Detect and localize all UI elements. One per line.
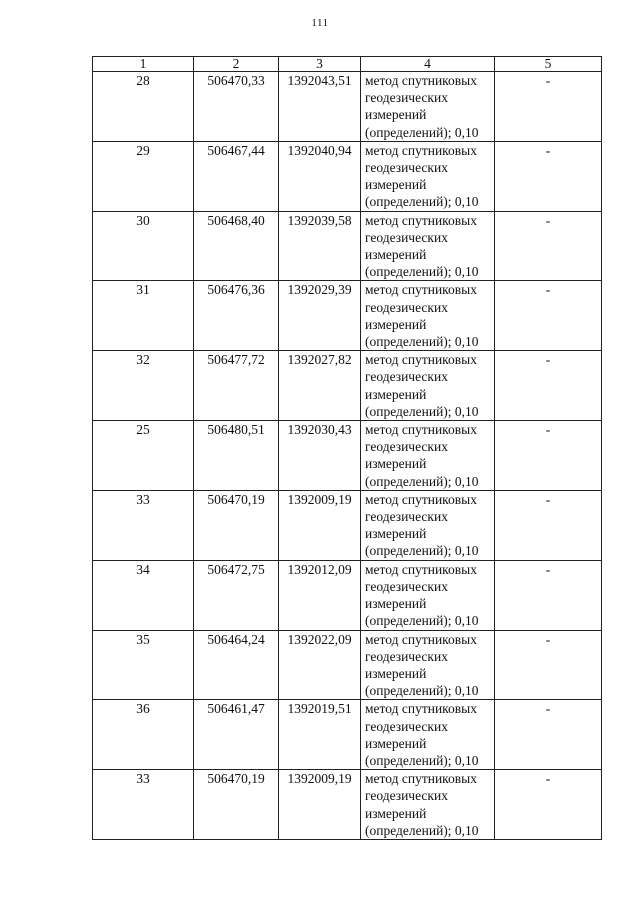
method-accuracy-cell xyxy=(361,211,495,281)
description-cell: - xyxy=(495,211,602,281)
method-line: (определений); 0,10 xyxy=(365,264,479,280)
method-line: измерений xyxy=(365,247,427,263)
coordinate-y-cell: 1392039,58 xyxy=(279,211,361,281)
coordinate-x-cell: 506464,24 xyxy=(194,630,279,700)
method-line: измерений xyxy=(365,596,427,612)
method-line: (определений); 0,10 xyxy=(365,194,479,210)
method-line: метод спутниковых xyxy=(365,352,477,368)
coordinate-x-cell: 506470,19 xyxy=(194,490,279,560)
method-line: измерений xyxy=(365,805,427,821)
method-line: геодезических xyxy=(365,160,448,176)
method-line: геодезических xyxy=(365,439,448,455)
method-line: измерений xyxy=(365,386,427,402)
method-line: геодезических xyxy=(365,578,448,594)
method-line: измерений xyxy=(365,456,427,472)
coordinate-x-cell: 506476,36 xyxy=(194,281,279,351)
coordinate-x-cell: 506480,51 xyxy=(194,421,279,491)
table-row xyxy=(93,141,602,211)
description-cell: - xyxy=(495,560,602,630)
coordinate-y-cell: 1392022,09 xyxy=(279,630,361,700)
method-line: метод спутниковых xyxy=(365,142,477,158)
description-cell: - xyxy=(495,141,602,211)
point-number-cell: 36 xyxy=(93,700,194,770)
coordinate-y-cell: 1392043,51 xyxy=(279,72,361,142)
point-number-cell: 34 xyxy=(93,560,194,630)
coordinate-x-cell: 506461,47 xyxy=(194,700,279,770)
point-number-cell: 30 xyxy=(93,211,194,281)
table-row xyxy=(93,560,602,630)
method-accuracy-cell xyxy=(361,560,495,630)
method-line: геодезических xyxy=(365,718,448,734)
method-line: метод спутниковых xyxy=(365,212,477,228)
method-line: геодезических xyxy=(365,90,448,106)
table-row xyxy=(93,490,602,560)
coordinate-y-cell: 1392040,94 xyxy=(279,141,361,211)
method-line: (определений); 0,10 xyxy=(365,334,479,350)
coordinate-x-cell: 506470,19 xyxy=(194,770,279,840)
method-line: геодезических xyxy=(365,509,448,525)
coordinate-x-cell: 506468,40 xyxy=(194,211,279,281)
table-row xyxy=(93,211,602,281)
header-col-1: 1 xyxy=(93,57,194,72)
method-line: (определений); 0,10 xyxy=(365,613,479,629)
description-cell: - xyxy=(495,421,602,491)
description-cell: - xyxy=(495,490,602,560)
method-line: метод спутниковых xyxy=(365,282,477,298)
method-line: метод спутниковых xyxy=(365,422,477,438)
coordinate-y-cell: 1392012,09 xyxy=(279,560,361,630)
description-cell: - xyxy=(495,281,602,351)
header-col-2: 2 xyxy=(194,57,279,72)
method-line: метод спутниковых xyxy=(365,631,477,647)
method-accuracy-cell xyxy=(361,351,495,421)
method-line: (определений); 0,10 xyxy=(365,473,479,489)
method-line: (определений); 0,10 xyxy=(365,124,479,140)
method-accuracy-cell xyxy=(361,490,495,560)
method-accuracy-cell xyxy=(361,141,495,211)
method-line: измерений xyxy=(365,177,427,193)
header-col-5: 5 xyxy=(495,57,602,72)
method-line: (определений); 0,10 xyxy=(365,543,479,559)
point-number-cell: 33 xyxy=(93,490,194,560)
method-accuracy-cell xyxy=(361,770,495,840)
point-number-cell: 33 xyxy=(93,770,194,840)
description-cell: - xyxy=(495,351,602,421)
method-line: измерений xyxy=(365,735,427,751)
coordinate-y-cell: 1392009,19 xyxy=(279,490,361,560)
header-row xyxy=(93,57,602,72)
table-row xyxy=(93,421,602,491)
description-cell: - xyxy=(495,700,602,770)
table-row xyxy=(93,281,602,351)
method-line: метод спутниковых xyxy=(365,771,477,787)
method-accuracy-cell xyxy=(361,72,495,142)
description-cell: - xyxy=(495,72,602,142)
method-line: (определений); 0,10 xyxy=(365,403,479,419)
header-col-3: 3 xyxy=(279,57,361,72)
method-line: геодезических xyxy=(365,299,448,315)
method-line: метод спутниковых xyxy=(365,73,477,88)
point-number-cell: 25 xyxy=(93,421,194,491)
point-number-cell: 29 xyxy=(93,141,194,211)
method-line: измерений xyxy=(365,526,427,542)
table-body xyxy=(93,72,602,840)
method-line: геодезических xyxy=(365,369,448,385)
table-row xyxy=(93,770,602,840)
method-accuracy-cell xyxy=(361,421,495,491)
method-accuracy-cell xyxy=(361,281,495,351)
point-number-cell: 35 xyxy=(93,630,194,700)
method-line: геодезических xyxy=(365,648,448,664)
point-number-cell: 28 xyxy=(93,72,194,142)
method-line: метод спутниковых xyxy=(365,561,477,577)
coordinate-x-cell: 506467,44 xyxy=(194,141,279,211)
method-line: (определений); 0,10 xyxy=(365,683,479,699)
coordinate-x-cell: 506472,75 xyxy=(194,560,279,630)
method-accuracy-cell xyxy=(361,700,495,770)
page-number: 111 xyxy=(311,17,329,29)
header-col-4: 4 xyxy=(361,57,495,72)
coordinate-x-cell: 506470,33 xyxy=(194,72,279,142)
coordinate-x-cell: 506477,72 xyxy=(194,351,279,421)
method-line: геодезических xyxy=(365,788,448,804)
coordinate-y-cell: 1392030,43 xyxy=(279,421,361,491)
table-row xyxy=(93,700,602,770)
method-accuracy-cell xyxy=(361,630,495,700)
description-cell: - xyxy=(495,770,602,840)
point-number-cell: 31 xyxy=(93,281,194,351)
coordinate-y-cell: 1392027,82 xyxy=(279,351,361,421)
table-header xyxy=(93,57,602,72)
table-row xyxy=(93,630,602,700)
description-cell: - xyxy=(495,630,602,700)
coordinates-table xyxy=(92,56,602,840)
method-line: измерений xyxy=(365,665,427,681)
table-row xyxy=(93,351,602,421)
method-line: метод спутниковых xyxy=(365,701,477,717)
coordinate-y-cell: 1392029,39 xyxy=(279,281,361,351)
method-line: измерений xyxy=(365,316,427,332)
method-line: метод спутниковых xyxy=(365,491,477,507)
coordinate-y-cell: 1392009,19 xyxy=(279,770,361,840)
method-line: (определений); 0,10 xyxy=(365,822,479,838)
coordinate-y-cell: 1392019,51 xyxy=(279,700,361,770)
method-line: измерений xyxy=(365,107,427,123)
method-line: (определений); 0,10 xyxy=(365,752,479,768)
method-line: геодезических xyxy=(365,229,448,245)
point-number-cell: 32 xyxy=(93,351,194,421)
table-row xyxy=(93,72,602,142)
